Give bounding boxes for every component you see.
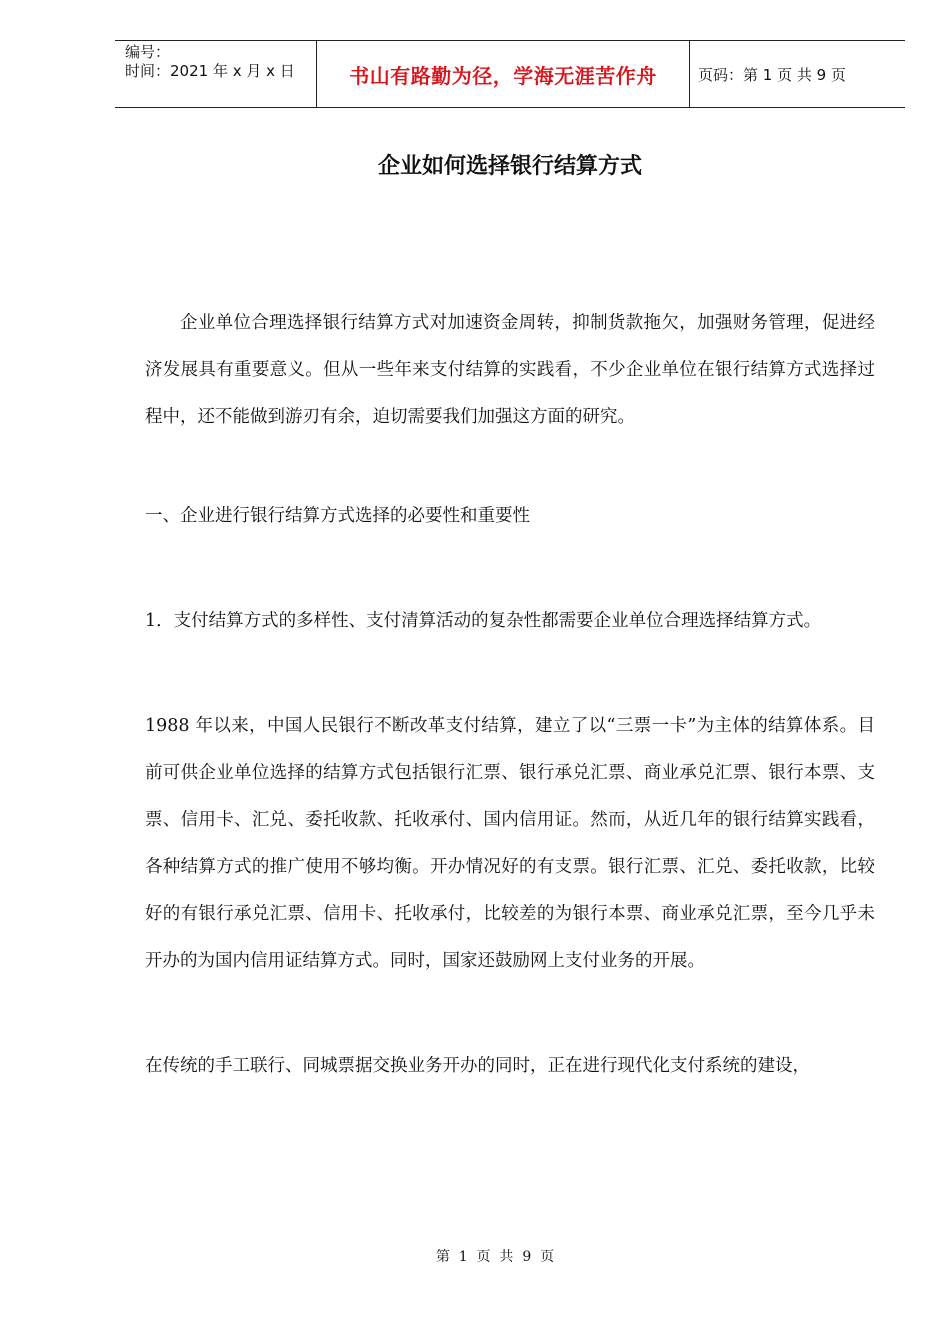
- document-title: 企业如何选择银行结算方式: [377, 154, 642, 179]
- paragraph-intro: 企业单位合理选择银行结算方式对加速资金周转，抑制货款拖欠，加强财务管理，促进经济发展具有重要意义。但从一些年来支付结算的实践看，不少企业单位在银行结算方式选择过程中，还不能做到游刃有余，迫切需要我们加强这方面的研究。: [145, 313, 875, 427]
- header-motto: 书山有路勤为径，学海无涯苦作舟: [349, 63, 657, 88]
- header-page-cell: [690, 41, 905, 107]
- section-heading-1: 一、企业进行银行结算方式选择的必要性和重要性: [145, 506, 530, 526]
- header-motto-cell: [316, 41, 690, 107]
- document-header: [115, 40, 905, 108]
- document-body: [145, 300, 875, 1090]
- subsection-heading-1: 1．支付结算方式的多样性、支付清算活动的复杂性都需要企业单位合理选择结算方式。: [145, 611, 822, 631]
- page-footer: 第 1 页 共 9 页: [435, 1249, 555, 1265]
- paragraph-settlement-history: 1988 年以来，中国人民银行不断改革支付结算，建立了以“三票一卡”为主体的结算体系。目前可供企业单位选择的结算方式包括银行汇票、银行承兑汇票、商业承兑汇票、银行本票、支票、信用卡、汇兑、委托收款、托收承付、国内信用证。然而，从近几年的银行结算实践看，各种结算方式的推广使用不够均衡。开办情况好的有支票。银行汇票、汇兑、委托收款，比较好的有银行承兑汇票、信用卡、托收承付，比较差的为银行本票、商业承兑汇票，至今几乎未开办的为国内信用证结算方式。同时，国家还鼓励网上支付业务的开展。: [145, 716, 875, 971]
- paragraph-payment-system: 在传统的手工联行、同城票据交换业务开办的同时，正在进行现代化支付系统的建设，: [145, 1056, 810, 1076]
- document-date-label: 时间：2021 年 x 月 x 日: [125, 62, 295, 80]
- document-number-label: 编号：: [125, 43, 171, 61]
- header-page-info: 页码：第 1 页 共 9 页: [698, 65, 846, 84]
- header-meta-cell: [115, 41, 316, 107]
